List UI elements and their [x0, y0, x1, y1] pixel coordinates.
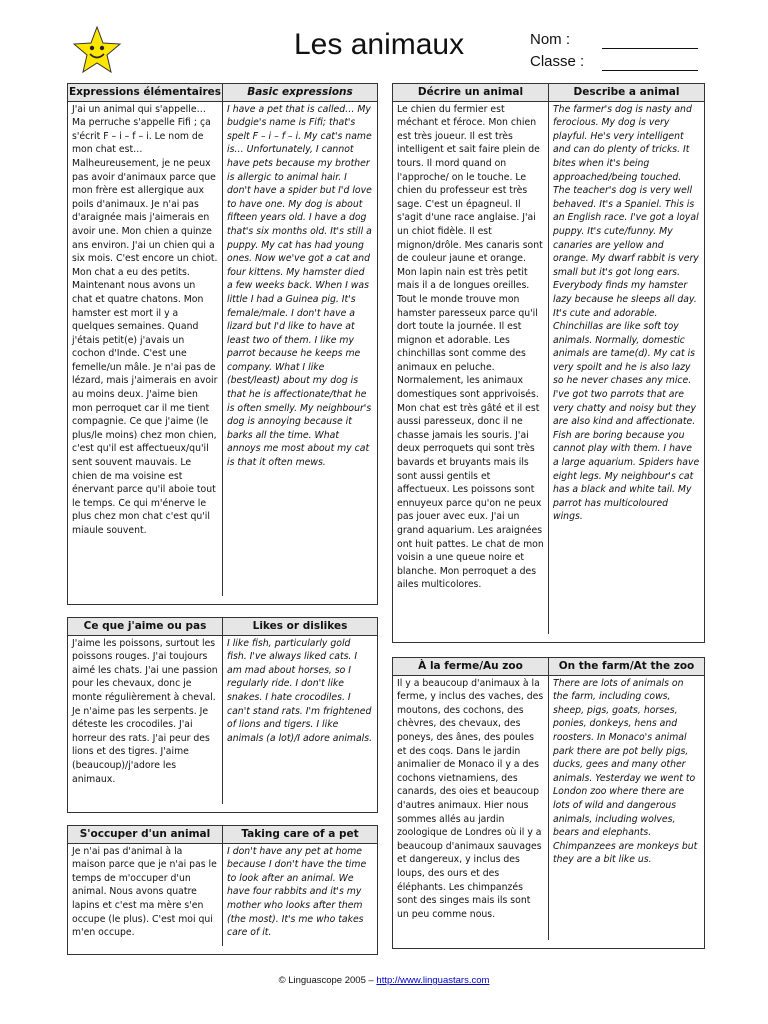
care-text-en: I don't have any pet at home because I don't have the time to look after an animal. We have four rabbits and it's my mother who looks after them (the most). It's me who takes care of it. [227, 845, 367, 939]
farm-text-en: There are lots of animals on the farm, including cows, sheep, pigs, goats, horses, ponies, donkeys, hens and roosters. In Monaco's animal park there are pot belly pigs, ducks, gees and many other animals. Yesterday we went to London zoo where there are lots of wild and dangerous animals, including wolves, bears and elephants. Chimpanzees are monkeys but they are a bit like us. [553, 677, 698, 866]
page-title: Les animaux [294, 28, 465, 61]
basic-header-en: Basic expressions [222, 84, 377, 101]
classe-line [602, 56, 698, 71]
likes-header-fr: Ce que j'aime ou pas [83, 620, 207, 632]
care-text-fr: Je n'ai pas d'animal à la maison parce que je n'ai pas le temps de m'occuper d'un animal. Nous avons quatre lapins et c'est ma mère s'en occupe (le plus). C'est moi qui m'en occupe. [72, 845, 217, 939]
describe-header-fr: Décrire un animal [417, 86, 524, 98]
name-class-fields [530, 30, 698, 71]
farm-header-en: On the farm/At the zoo [548, 658, 704, 675]
describe-header-en: Describe a animal [548, 84, 704, 101]
smiling-star-icon [72, 26, 122, 74]
basic-text-en: I have a pet that is called… My budgie's name is Fifi; that's spelt F – i – f – i. My cat's name is… Unfortunately, I cannot have pets because my brother is allergic to animal hair. I don't have a spider but I'd love to have one. My dog is about fifteen years old. I have a dog that's six months old. It's still a puppy. My cat has had young ones. Now we've got a cat and four kittens. My hamster died a few weeks back. When I was little I had a Guinea pig. It's female/male. I don't have a lizard but I'd like to have at least two of them. I like my parrot because he keeps me company. What I like (best/least) about my dog is that he is affectionate/that he is often smelly. My neighbour's dog is annoying because it barks all the time. What annoys me most about my cat is that it often mews. [227, 103, 372, 469]
likes-text-fr: J'aime les poissons, surtout les poissons rouges. J'ai toujours aimé les chats. J'ai une passion pour les chevaux, donc je monte régulièrement à cheval. Je n'aime pas les serpents. Je déteste les crocodiles. J'ai horreur des rats. J'ai peur des lions et des tigres. J'aime (beaucoup)/j'adore les animaux. [72, 637, 218, 785]
footer-copyright: © Linguascope 2005 – [278, 975, 377, 986]
basic-expressions-box [67, 83, 378, 605]
describe-text-fr: Le chien du fermier est méchant et féroce. Mon chien est très joueur. Il est très intelligent et sait faire plein de tours. Il mord quand on l'approche/ on le touche. Le chien du professeur est très sage. C'est un épagneul. Il s'agit d'une race anglaise. J'ai un chiot fidèle. Il est mignon/drôle. Mes canaris sont de couleur jaune et orange. Mon lapin nain est très petit mais il a de longues oreilles. Tout le monde trouve mon hamster paresseux parce qu'il dort toute la journée. Il est mignon et adorable. Les chinchillas sont comme des animaux en peluche. Normalement, les animaux domestiques sont apprivoisés. Mon chat est très gâté et il est aussi paresseux, donc il ne chasse jamais les souris. J'ai deux perroquets qui sont très bavards et bruyants mais ils sont aussi gentils et affectueux. Les poissons sont ennuyeux parce qu'on ne peux pas jouer avec eux. J'ai un grand aquarium. Les araignées ont huit pattes. Le chat de mon voisin a une queue noire et blanche. Mon perroquet a des ailes multicolores. [397, 103, 544, 591]
farm-text-fr: Il y a beaucoup d'animaux à la ferme, y inclus des vaches, des moutons, des cochons, des chèvres, des chevaux, des poneys, des ânes, des poules et des coqs. Dans le jardin animalier de Monaco il y a des cochons vietnamiens, des canards, des oies et beaucoup d'autres animaux. Hier nous sommes allés au jardin zoologique de Londres où il y a beaucoup d'animaux sauvages et dangereux, y inclus des loups, des ours et des éléphants. Les chimpanzés sont des singes mais ils sont un peu comme nous. [397, 677, 544, 920]
classe-label: Classe : [530, 53, 585, 70]
nom-line [602, 34, 698, 49]
farm-zoo-box [392, 657, 705, 949]
basic-text-fr: J'ai un animal qui s'appelle… Ma perruche s'appelle Fifi ; ça s'écrit F – i – f – i. Le nom de mon chat est… Malheureusement, je ne peux pas avoir d'animaux parce que mon frère est allergique aux poils d'animaux. Je n'ai pas d'araignée mais j'aimerais en avoir une. Mon chien a quinze ans environ. J'ai un chien qui a six mois. C'est encore un chiot. Mon chat a eu des petits. Maintenant nous avons un chat et quatre chatons. Mon hamster est mort il y a quelques semaines. Quand j'étais petit(e) j'avais un cochon d'Inde. C'est une femelle/un mâle. Je n'ai pas de lézard, mais j'aimerais en avoir au moins deux. J'aime bien mon perroquet car il me tient compagnie. Ce que j'aime (le plus/le moins) chez mon chien, c'est qu'il est affectueux/qu'il sent souvent mauvais. Le chien de ma voisine est énervant parce qu'il aboie tout le temps. Ce qui m'énerve le plus chez mon chat c'est qu'il miaule souvent. [72, 103, 218, 536]
likes-header-en: Likes or dislikes [222, 618, 377, 635]
footer [0, 975, 768, 986]
farm-header-fr: À la ferme/Au zoo [418, 660, 523, 672]
likes-box [67, 617, 378, 813]
care-header-en: Taking care of a pet [222, 826, 377, 843]
describe-box [392, 83, 705, 643]
describe-text-en: The farmer's dog is nasty and ferocious. My dog is very playful. He's very intelligent and can do plenty of tricks. It bites when it's being approached/being touched. The teacher's dog is very well behaved. It's a Spaniel. This is an English race. I've got a loyal puppy. It's cute/funny. My canaries are yellow and orange. My dwarf rabbit is very small but it's got long ears. Everybody finds my hamster lazy because he sleeps all day. It's cute and adorable. Chinchillas are like soft toy animals. Normally, domestic animals are tame(d). My cat is very spoilt and he is also lazy so he never chases any mice. I've got two parrots that are very chatty and noisy but they are also kind and affectionate. Fish are boring because you cannot play with them. I have a large aquarium. Spiders have eight legs. My neighbour's cat has a black and white tail. My parrot has multicoloured wings. [553, 103, 700, 523]
basic-header-fr: Expressions élémentaires [68, 86, 222, 98]
care-box [67, 825, 378, 955]
nom-label: Nom : [530, 31, 571, 48]
care-header-fr: S'occuper d'un animal [79, 828, 211, 840]
footer-link[interactable]: http://www.linguastars.com [376, 975, 490, 986]
likes-text-en: I like fish, particularly gold fish. I've always liked cats. I am mad about horses, so I regularly ride. I don't like snakes. I hate crocodiles. I can't stand rats. I'm frightened of lions and tigers. I like animals (a lot)/I adore animals. [227, 637, 373, 744]
